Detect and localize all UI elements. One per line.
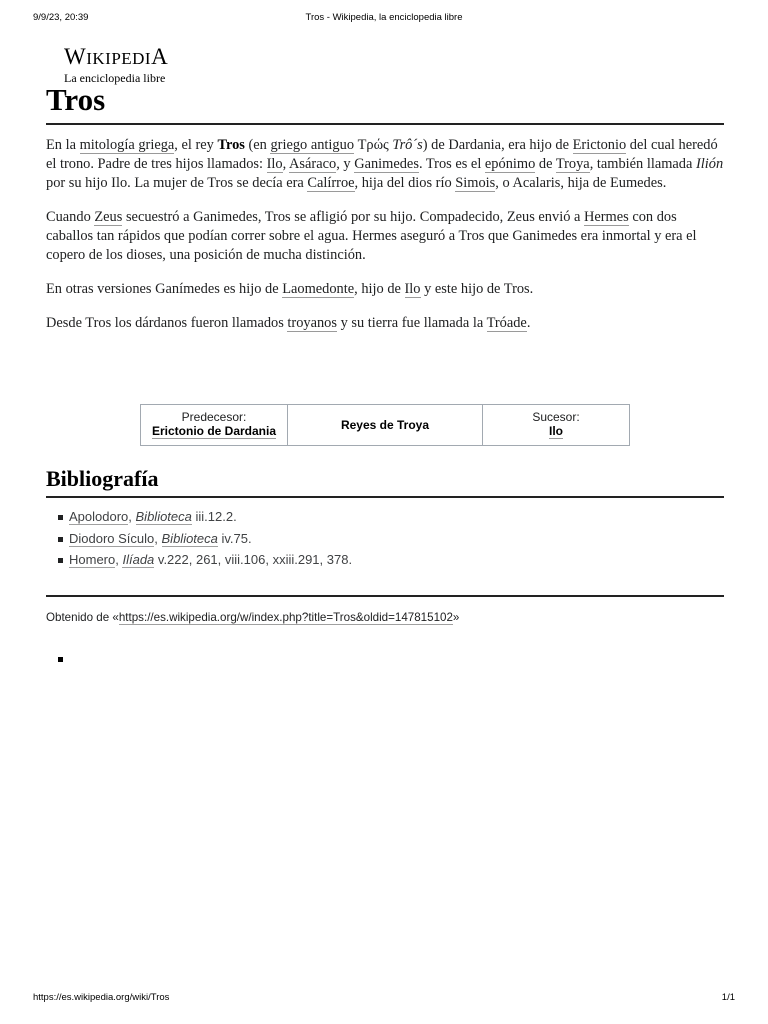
bold-tros: Tros	[217, 137, 245, 153]
succession-box	[140, 404, 630, 446]
link-simois[interactable]: Simois	[455, 175, 496, 191]
link-biblioteca-2[interactable]: Biblioteca	[161, 530, 218, 546]
link-mitologia-griega[interactable]: mitología griega	[79, 137, 175, 153]
link-calirroe[interactable]: Calírroe	[307, 175, 355, 191]
link-ganimedes[interactable]: Ganimedes	[354, 156, 419, 172]
permanent-link[interactable]: https://es.wikipedia.org/w/index.php?title=Tros&oldid=147815102	[118, 611, 453, 624]
link-eponimo[interactable]: epónimo	[484, 156, 536, 172]
list-item: Homero, Ilíada v.222, 261, viii.106, xxiii.291, 378.	[46, 549, 352, 571]
bullet-icon	[58, 657, 63, 662]
retrieved-from: Obtenido de «https://es.wikipedia.org/w/index.php?title=Tros&oldid=147815102»	[46, 611, 460, 624]
predecessor-label: Predecesor:	[181, 410, 247, 424]
link-troade[interactable]: Tróade	[486, 315, 527, 331]
bibliography-heading: Bibliografía	[46, 464, 724, 498]
bibliography-list	[46, 506, 352, 571]
paragraph-zeus: Cuando Zeus secuestró a Ganimedes, Tros se afligió por su hijo. Compadecido, Zeus envió a Hermes con dos caballos tan rápidos que podían correr sobre el agua. Hermes aseguró a Tros que Ganimedes era inmortal y era el copero de los dioses, una posición de mucha distinción.	[46, 209, 697, 263]
link-biblioteca-1[interactable]: Biblioteca	[135, 509, 192, 524]
predecessor-link[interactable]: Erictonio de Dardania	[151, 424, 277, 438]
logo-tagline: La enciclopedia libre	[64, 71, 166, 85]
link-laomedonte[interactable]: Laomedonte	[282, 281, 355, 297]
link-troyanos[interactable]: troyanos	[287, 315, 337, 331]
link-troya[interactable]: Troya	[555, 156, 590, 172]
link-diodoro-siculo[interactable]: Diodoro Sículo	[69, 530, 155, 546]
page-title: Tros	[46, 78, 724, 125]
link-homero[interactable]: Homero	[69, 552, 116, 567]
predecessor-cell	[141, 405, 288, 445]
succession-title: Reyes de Troya	[340, 418, 430, 432]
print-url: https://es.wikipedia.org/wiki/Tros	[33, 992, 170, 1003]
list-item: Apolodoro, Biblioteca iii.12.2.	[46, 506, 352, 528]
print-page-title: Tros - Wikipedia, la enciclopedia libre	[305, 12, 463, 23]
paragraph-versions: En otras versiones Ganímedes es hijo de Laomedonte, hijo de Ilo y este hijo de Tros.	[46, 281, 534, 297]
successor-link[interactable]: Ilo	[549, 424, 563, 438]
link-zeus[interactable]: Zeus	[94, 209, 123, 225]
successor-label: Sucesor:	[532, 410, 580, 424]
paragraph-intro: En la mitología griega, el rey Tros (en griego antiguo Τρώς Trô´s) de Dardania, era hijo de Erictonio del cual heredó el trono. Padre de tres hijos llamados: Ilo, Asáraco, y Ganimedes. Tros es el epónimo de Troya, también llamada Ilión por su hijo Ilo. La mujer de Tros se decía era Calírroe, hija del dios río Simois, o Acalaris, hija de Eumedes.	[46, 137, 724, 191]
bullet-icon	[58, 558, 63, 563]
link-ilo[interactable]: Ilo	[266, 156, 283, 172]
succession-title-cell	[288, 405, 483, 445]
link-erictonio[interactable]: Erictonio	[572, 137, 627, 153]
article-body	[46, 136, 726, 348]
bullet-icon	[58, 537, 63, 542]
list-item: Diodoro Sículo, Biblioteca iv.75.	[46, 528, 352, 550]
link-ilo-2[interactable]: Ilo	[404, 281, 421, 297]
link-iliada[interactable]: Ilíada	[122, 552, 155, 567]
logo-wordmark: WIKIPEDIA	[64, 44, 169, 69]
link-apolodoro[interactable]: Apolodoro	[69, 509, 129, 524]
divider	[46, 595, 724, 597]
print-page-number: 1/1	[721, 992, 735, 1003]
paragraph-troyanos: Desde Tros los dárdanos fueron llamados troyanos y su tierra fue llamada la Tróade.	[46, 315, 531, 331]
link-griego-antiguo[interactable]: griego antiguo	[270, 137, 355, 153]
successor-cell	[483, 405, 629, 445]
print-datetime: 9/9/23, 20:39	[33, 12, 89, 23]
link-hermes[interactable]: Hermes	[583, 209, 629, 225]
print-footer	[0, 992, 768, 1006]
link-asaraco[interactable]: Asáraco	[289, 156, 337, 172]
bullet-icon	[58, 515, 63, 520]
print-header	[0, 12, 768, 26]
